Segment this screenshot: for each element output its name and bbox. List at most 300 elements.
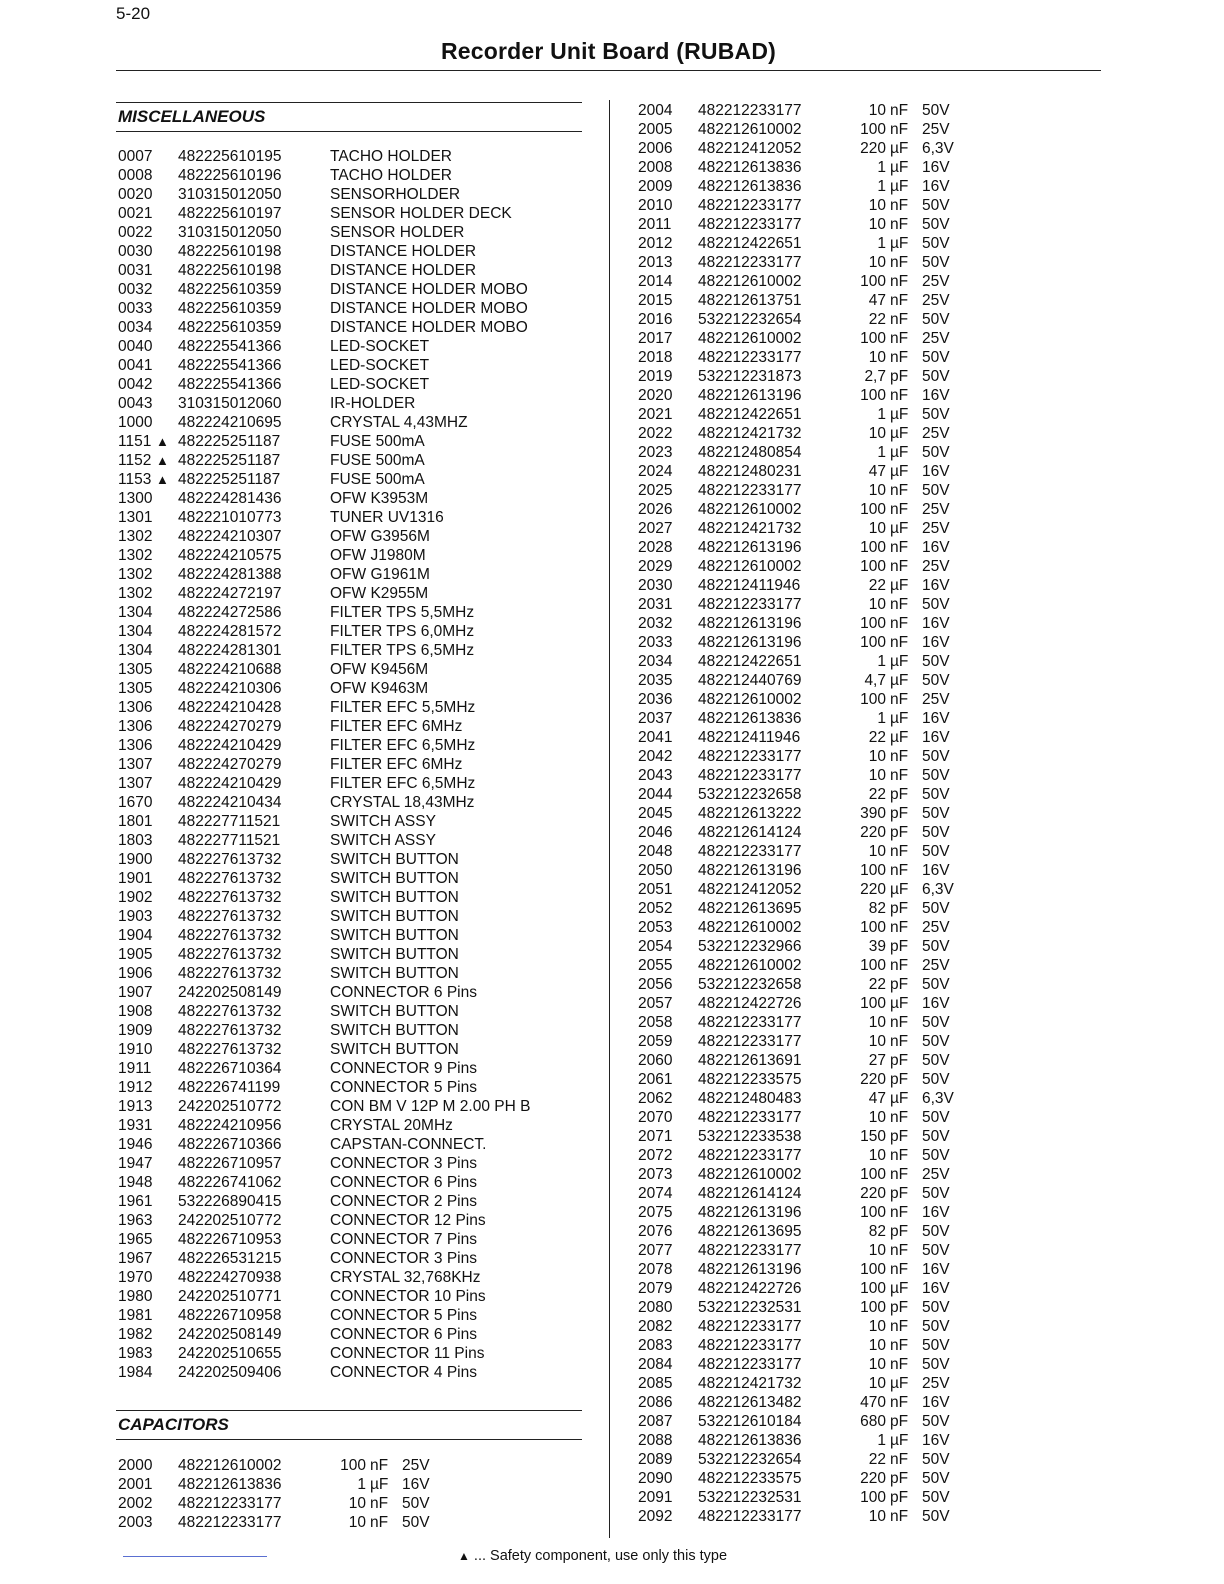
capacitance-unit: µF bbox=[890, 1280, 909, 1297]
part-description: CONNECTOR 11 Pins bbox=[330, 1345, 485, 1362]
capacitance-unit: pF bbox=[890, 938, 909, 955]
position-number: 0033 bbox=[118, 300, 153, 317]
table-row bbox=[636, 785, 966, 804]
capacitance-unit: µF bbox=[890, 159, 909, 176]
position-number: 2070 bbox=[638, 1109, 673, 1126]
part-code: 482225251187 bbox=[178, 452, 281, 469]
voltage-rating: 50V bbox=[922, 672, 950, 689]
voltage-rating: 25V bbox=[922, 1375, 950, 1392]
capacitance-value: 10 bbox=[868, 520, 886, 537]
part-code: 482224210307 bbox=[178, 528, 282, 545]
capacitance-value: 10 bbox=[868, 482, 886, 499]
capacitance-unit: nF bbox=[890, 1451, 909, 1468]
position-number: 1304 bbox=[118, 642, 153, 659]
position-number: 2044 bbox=[638, 786, 673, 803]
position-number: 1910 bbox=[118, 1041, 153, 1058]
position-number: 2026 bbox=[638, 501, 673, 518]
capacitance-value: 10 bbox=[868, 1014, 886, 1031]
position-number: 2021 bbox=[638, 406, 673, 423]
voltage-rating: 25V bbox=[922, 691, 950, 708]
voltage-rating: 50V bbox=[922, 1242, 950, 1259]
part-code: 482212233177 bbox=[698, 1147, 802, 1164]
part-code: 482226741199 bbox=[178, 1079, 281, 1096]
capacitance-value: 10 bbox=[868, 254, 886, 271]
capacitance-value: 100 bbox=[860, 995, 886, 1012]
capacitance-value: 100 bbox=[860, 1204, 886, 1221]
part-code: 532212610184 bbox=[698, 1413, 802, 1430]
position-number: 2032 bbox=[638, 615, 673, 632]
part-code: 482226710958 bbox=[178, 1307, 282, 1324]
position-number: 2088 bbox=[638, 1432, 673, 1449]
position-number: 2051 bbox=[638, 881, 673, 898]
capacitance-unit: pF bbox=[890, 1052, 909, 1069]
position-number: 1982 bbox=[118, 1326, 153, 1343]
voltage-rating: 50V bbox=[922, 938, 950, 955]
capacitance-value: 22 bbox=[868, 786, 886, 803]
table-row bbox=[636, 861, 966, 880]
capacitance-value: 1 bbox=[877, 159, 886, 176]
capacitance-value: 1 bbox=[877, 653, 886, 670]
voltage-rating: 50V bbox=[402, 1495, 430, 1512]
part-code: 482212613196 bbox=[698, 862, 802, 879]
capacitance-value: 220 bbox=[860, 1071, 886, 1088]
voltage-rating: 50V bbox=[922, 767, 950, 784]
table-row bbox=[636, 196, 966, 215]
capacitance-value: 100 bbox=[860, 539, 886, 556]
position-number: 1901 bbox=[118, 870, 153, 887]
part-code: 482212233177 bbox=[178, 1514, 282, 1531]
table-row bbox=[636, 291, 966, 310]
part-code: 532212232658 bbox=[698, 786, 802, 803]
capacitance-unit: nF bbox=[890, 1109, 909, 1126]
part-code: 482227613732 bbox=[178, 851, 282, 868]
part-description: SWITCH ASSY bbox=[330, 813, 436, 830]
table-row bbox=[116, 850, 586, 869]
capacitance-value: 150 bbox=[860, 1128, 886, 1145]
capacitance-unit: µF bbox=[890, 653, 909, 670]
part-code: 482212613196 bbox=[698, 634, 802, 651]
position-number: 2027 bbox=[638, 520, 673, 537]
part-code: 482212613222 bbox=[698, 805, 802, 822]
table-row bbox=[116, 1513, 586, 1532]
capacitance-unit: µF bbox=[890, 235, 909, 252]
table-row bbox=[636, 101, 966, 120]
position-number: 0030 bbox=[118, 243, 153, 260]
position-number: 1300 bbox=[118, 490, 153, 507]
table-row bbox=[116, 1211, 586, 1230]
capacitance-unit: µF bbox=[890, 463, 909, 480]
capacitance-unit: nF bbox=[890, 539, 909, 556]
position-number: 2071 bbox=[638, 1128, 673, 1145]
part-code: 482212412052 bbox=[698, 140, 802, 157]
capacitance-unit: nF bbox=[890, 482, 909, 499]
capacitance-unit: nF bbox=[890, 1166, 909, 1183]
part-code: 482227613732 bbox=[178, 1022, 282, 1039]
capacitance-value: 10 bbox=[868, 748, 886, 765]
part-description: CONNECTOR 5 Pins bbox=[330, 1079, 477, 1096]
part-code: 482212613695 bbox=[698, 1223, 802, 1240]
capacitance-unit: nF bbox=[890, 254, 909, 271]
table-row bbox=[636, 329, 966, 348]
position-number: 2000 bbox=[118, 1457, 153, 1474]
capacitance-value: 220 bbox=[860, 140, 886, 157]
part-code: 482212422726 bbox=[698, 1280, 802, 1297]
voltage-rating: 50V bbox=[922, 805, 950, 822]
capacitance-unit: pF bbox=[890, 976, 909, 993]
voltage-rating: 50V bbox=[922, 254, 950, 271]
voltage-rating: 25V bbox=[922, 501, 950, 518]
voltage-rating: 6,3V bbox=[922, 1090, 954, 1107]
part-code: 482224210695 bbox=[178, 414, 282, 431]
part-code: 482212233177 bbox=[698, 349, 802, 366]
capacitance-unit: nF bbox=[890, 767, 909, 784]
position-number: 1965 bbox=[118, 1231, 153, 1248]
position-number: 2031 bbox=[638, 596, 673, 613]
table-row bbox=[116, 1268, 586, 1287]
part-code: 482212610002 bbox=[698, 919, 802, 936]
part-code: 482226710957 bbox=[178, 1155, 282, 1172]
position-number: 1902 bbox=[118, 889, 153, 906]
position-number: 1305 bbox=[118, 661, 153, 678]
part-code: 242202510772 bbox=[178, 1212, 282, 1229]
position-number: 1963 bbox=[118, 1212, 153, 1229]
capacitance-value: 100 bbox=[860, 691, 886, 708]
part-code: 532212232654 bbox=[698, 311, 802, 328]
table-row bbox=[116, 1097, 586, 1116]
voltage-rating: 50V bbox=[922, 216, 950, 233]
voltage-rating: 16V bbox=[922, 729, 950, 746]
part-description: SWITCH BUTTON bbox=[330, 946, 459, 963]
voltage-rating: 16V bbox=[922, 1204, 950, 1221]
position-number: 0032 bbox=[118, 281, 153, 298]
table-row bbox=[636, 1013, 966, 1032]
voltage-rating: 25V bbox=[922, 558, 950, 575]
position-number: 2006 bbox=[638, 140, 673, 157]
voltage-rating: 16V bbox=[922, 178, 950, 195]
capacitance-value: 1 bbox=[877, 235, 886, 252]
position-number: 1304 bbox=[118, 604, 153, 621]
capacitance-unit: µF bbox=[890, 520, 909, 537]
voltage-rating: 50V bbox=[922, 444, 950, 461]
part-code: 482227613732 bbox=[178, 946, 282, 963]
position-number: 2035 bbox=[638, 672, 673, 689]
part-code: 482212412052 bbox=[698, 881, 802, 898]
part-code: 482212613836 bbox=[698, 159, 802, 176]
table-row bbox=[636, 633, 966, 652]
part-code: 482212480231 bbox=[698, 463, 802, 480]
part-code: 482227711521 bbox=[178, 832, 281, 849]
part-code: 532212232531 bbox=[698, 1489, 802, 1506]
capacitance-unit: nF bbox=[890, 843, 909, 860]
voltage-rating: 25V bbox=[922, 121, 950, 138]
table-row bbox=[636, 690, 966, 709]
table-row bbox=[636, 1222, 966, 1241]
table-row bbox=[116, 223, 586, 242]
position-number: 1306 bbox=[118, 718, 153, 735]
position-number: 2037 bbox=[638, 710, 673, 727]
position-number: 2034 bbox=[638, 653, 673, 670]
title-rule bbox=[116, 70, 1101, 71]
table-row bbox=[116, 603, 586, 622]
capacitance-unit: µF bbox=[890, 881, 909, 898]
capacitance-value: 220 bbox=[860, 1470, 886, 1487]
part-code: 482227613732 bbox=[178, 965, 282, 982]
table-row bbox=[636, 1431, 966, 1450]
table-row bbox=[116, 1002, 586, 1021]
table-row bbox=[636, 1279, 966, 1298]
part-code: 482224270279 bbox=[178, 718, 282, 735]
capacitance-value: 22 bbox=[868, 976, 886, 993]
part-code: 310315012060 bbox=[178, 395, 282, 412]
voltage-rating: 50V bbox=[922, 311, 950, 328]
table-row bbox=[636, 1469, 966, 1488]
position-number: 1912 bbox=[118, 1079, 153, 1096]
part-description: FILTER TPS 6,5MHz bbox=[330, 642, 475, 659]
position-number: 1913 bbox=[118, 1098, 153, 1115]
miscellaneous-list bbox=[116, 147, 586, 1382]
part-code: 482212613691 bbox=[698, 1052, 802, 1069]
part-code: 482224210429 bbox=[178, 775, 282, 792]
table-row bbox=[116, 1192, 586, 1211]
capacitance-value: 100 bbox=[860, 121, 886, 138]
capacitance-value: 100 bbox=[860, 957, 886, 974]
part-code: 482224281572 bbox=[178, 623, 282, 640]
part-description: FILTER EFC 6,5MHz bbox=[330, 737, 476, 754]
table-row bbox=[116, 299, 586, 318]
capacitance-value: 39 bbox=[868, 938, 886, 955]
part-code: 482212233575 bbox=[698, 1470, 802, 1487]
part-description: SWITCH BUTTON bbox=[330, 1022, 459, 1039]
voltage-rating: 16V bbox=[922, 710, 950, 727]
section-heading-capacitors: CAPACITORS bbox=[116, 1410, 582, 1440]
position-number: 1947 bbox=[118, 1155, 153, 1172]
table-row bbox=[116, 356, 586, 375]
part-code: 482224210575 bbox=[178, 547, 282, 564]
part-code: 242202510771 bbox=[178, 1288, 282, 1305]
position-number: 1306 bbox=[118, 737, 153, 754]
capacitance-unit: pF bbox=[890, 1489, 909, 1506]
part-description: OFW K9456M bbox=[330, 661, 429, 678]
capacitance-value: 220 bbox=[860, 881, 886, 898]
voltage-rating: 50V bbox=[922, 1470, 950, 1487]
table-row bbox=[116, 1306, 586, 1325]
capacitance-value: 4,7 bbox=[864, 672, 886, 689]
voltage-rating: 16V bbox=[922, 1261, 950, 1278]
table-row bbox=[116, 736, 586, 755]
capacitance-unit: µF bbox=[890, 1375, 909, 1392]
part-code: 482224281436 bbox=[178, 490, 282, 507]
capacitance-unit: nF bbox=[370, 1495, 389, 1512]
capacitance-value: 10 bbox=[868, 843, 886, 860]
capacitance-value: 82 bbox=[868, 1223, 886, 1240]
table-row bbox=[636, 747, 966, 766]
position-number: 0040 bbox=[118, 338, 153, 355]
part-code: 482212613482 bbox=[698, 1394, 802, 1411]
voltage-rating: 50V bbox=[922, 197, 950, 214]
capacitance-unit: nF bbox=[890, 1033, 909, 1050]
table-row bbox=[636, 120, 966, 139]
part-description: SWITCH BUTTON bbox=[330, 908, 459, 925]
position-number: 2059 bbox=[638, 1033, 673, 1050]
part-description: SWITCH BUTTON bbox=[330, 870, 459, 887]
part-description: SWITCH BUTTON bbox=[330, 1041, 459, 1058]
capacitance-value: 2,7 bbox=[864, 368, 886, 385]
voltage-rating: 50V bbox=[922, 1356, 950, 1373]
part-description: FUSE 500mA bbox=[330, 452, 425, 469]
position-number: 1000 bbox=[118, 414, 153, 431]
voltage-rating: 50V bbox=[922, 1508, 950, 1525]
table-row bbox=[636, 1032, 966, 1051]
part-description: CONNECTOR 2 Pins bbox=[330, 1193, 477, 1210]
capacitance-value: 10 bbox=[868, 1375, 886, 1392]
page-title: Recorder Unit Board (RUBAD) bbox=[440, 38, 777, 64]
voltage-rating: 16V bbox=[922, 387, 950, 404]
table-row bbox=[636, 1450, 966, 1469]
voltage-rating: 16V bbox=[922, 539, 950, 556]
part-description: CRYSTAL 4,43MHZ bbox=[330, 414, 468, 431]
position-number: 2009 bbox=[638, 178, 673, 195]
part-description: SWITCH BUTTON bbox=[330, 1003, 459, 1020]
part-code: 242202510772 bbox=[178, 1098, 282, 1115]
part-code: 482225541366 bbox=[178, 376, 282, 393]
position-number: 2057 bbox=[638, 995, 673, 1012]
part-description: FILTER EFC 6,5MHz bbox=[330, 775, 476, 792]
part-code: 532226890415 bbox=[178, 1193, 282, 1210]
position-number: 2036 bbox=[638, 691, 673, 708]
capacitance-value: 100 bbox=[860, 919, 886, 936]
voltage-rating: 50V bbox=[922, 786, 950, 803]
part-code: 532212232531 bbox=[698, 1299, 802, 1316]
capacitance-unit: µF bbox=[890, 178, 909, 195]
position-number: 0008 bbox=[118, 167, 153, 184]
table-row bbox=[636, 1051, 966, 1070]
part-code: 482225541366 bbox=[178, 357, 282, 374]
position-number: 2062 bbox=[638, 1090, 673, 1107]
position-number: 1306 bbox=[118, 699, 153, 716]
position-number: 1907 bbox=[118, 984, 153, 1001]
position-number: 2085 bbox=[638, 1375, 673, 1392]
position-number: 2054 bbox=[638, 938, 673, 955]
voltage-rating: 16V bbox=[922, 1394, 950, 1411]
position-number: 2058 bbox=[638, 1014, 673, 1031]
part-code: 482226710366 bbox=[178, 1136, 282, 1153]
voltage-rating: 6,3V bbox=[922, 881, 954, 898]
voltage-rating: 50V bbox=[922, 102, 950, 119]
voltage-rating: 50V bbox=[922, 976, 950, 993]
footer-note bbox=[458, 1548, 727, 1564]
position-number: 2018 bbox=[638, 349, 673, 366]
part-description: CON BM V 12P M 2.00 PH B bbox=[330, 1098, 531, 1115]
position-number: 2083 bbox=[638, 1337, 673, 1354]
part-code: 482212422726 bbox=[698, 995, 802, 1012]
table-row bbox=[636, 234, 966, 253]
position-number: 1301 bbox=[118, 509, 153, 526]
capacitance-unit: µF bbox=[890, 1090, 909, 1107]
position-number: 2090 bbox=[638, 1470, 673, 1487]
position-number: 1981 bbox=[118, 1307, 153, 1324]
part-code: 482224281388 bbox=[178, 566, 282, 583]
position-number: 1909 bbox=[118, 1022, 153, 1039]
voltage-rating: 25V bbox=[402, 1457, 430, 1474]
position-number: 2052 bbox=[638, 900, 673, 917]
part-description: SENSOR HOLDER DECK bbox=[330, 205, 512, 222]
capacitance-value: 10 bbox=[868, 596, 886, 613]
part-description: DISTANCE HOLDER MOBO bbox=[330, 319, 528, 336]
safety-warning-icon: ▲ bbox=[156, 472, 169, 487]
table-row bbox=[636, 1336, 966, 1355]
table-row bbox=[116, 432, 586, 451]
voltage-rating: 25V bbox=[922, 330, 950, 347]
part-description: OFW J1980M bbox=[330, 547, 426, 564]
position-number: 0020 bbox=[118, 186, 153, 203]
position-number: 2045 bbox=[638, 805, 673, 822]
capacitance-value: 47 bbox=[868, 463, 886, 480]
position-number: 2084 bbox=[638, 1356, 673, 1373]
position-number: 2092 bbox=[638, 1508, 673, 1525]
capacitance-value: 1 bbox=[877, 444, 886, 461]
table-row bbox=[116, 622, 586, 641]
capacitance-unit: pF bbox=[890, 786, 909, 803]
part-code: 482212233177 bbox=[698, 102, 802, 119]
table-row bbox=[116, 717, 586, 736]
table-row bbox=[636, 519, 966, 538]
capacitance-value: 10 bbox=[868, 1337, 886, 1354]
part-description: CONNECTOR 3 Pins bbox=[330, 1250, 477, 1267]
capacitance-unit: µF bbox=[370, 1476, 389, 1493]
capacitance-value: 10 bbox=[868, 102, 886, 119]
capacitance-value: 100 bbox=[860, 862, 886, 879]
part-code: 482212421732 bbox=[698, 520, 802, 537]
table-row bbox=[636, 671, 966, 690]
part-code: 482212610002 bbox=[698, 273, 802, 290]
part-code: 482224272586 bbox=[178, 604, 282, 621]
capacitance-unit: nF bbox=[890, 862, 909, 879]
part-code: 482225610359 bbox=[178, 300, 282, 317]
part-description: CONNECTOR 12 Pins bbox=[330, 1212, 486, 1229]
table-row bbox=[636, 158, 966, 177]
position-number: 1911 bbox=[118, 1060, 152, 1077]
table-row bbox=[636, 595, 966, 614]
table-row bbox=[636, 1241, 966, 1260]
part-code: 482212233177 bbox=[178, 1495, 282, 1512]
part-description: SWITCH BUTTON bbox=[330, 927, 459, 944]
page-number: 5-20 bbox=[116, 4, 151, 23]
part-code: 482225610359 bbox=[178, 319, 282, 336]
voltage-rating: 50V bbox=[922, 1489, 950, 1506]
position-number: 0031 bbox=[118, 262, 153, 279]
position-number: 2019 bbox=[638, 368, 673, 385]
table-row bbox=[116, 964, 586, 983]
position-number: 2043 bbox=[638, 767, 673, 784]
capacitance-value: 10 bbox=[868, 767, 886, 784]
part-code: 482225251187 bbox=[178, 433, 281, 450]
table-row bbox=[116, 945, 586, 964]
position-number: 2060 bbox=[638, 1052, 673, 1069]
position-number: 2074 bbox=[638, 1185, 673, 1202]
capacitance-unit: pF bbox=[890, 1071, 909, 1088]
part-description: SENSOR HOLDER bbox=[330, 224, 465, 241]
table-row bbox=[116, 1040, 586, 1059]
voltage-rating: 16V bbox=[922, 1280, 950, 1297]
table-row bbox=[636, 253, 966, 272]
capacitance-unit: pF bbox=[890, 1185, 909, 1202]
part-description: FUSE 500mA bbox=[330, 471, 425, 488]
part-code: 482212421732 bbox=[698, 425, 802, 442]
table-row bbox=[116, 1059, 586, 1078]
voltage-rating: 50V bbox=[922, 1413, 950, 1430]
table-row bbox=[116, 584, 586, 603]
capacitance-unit: nF bbox=[890, 1014, 909, 1031]
